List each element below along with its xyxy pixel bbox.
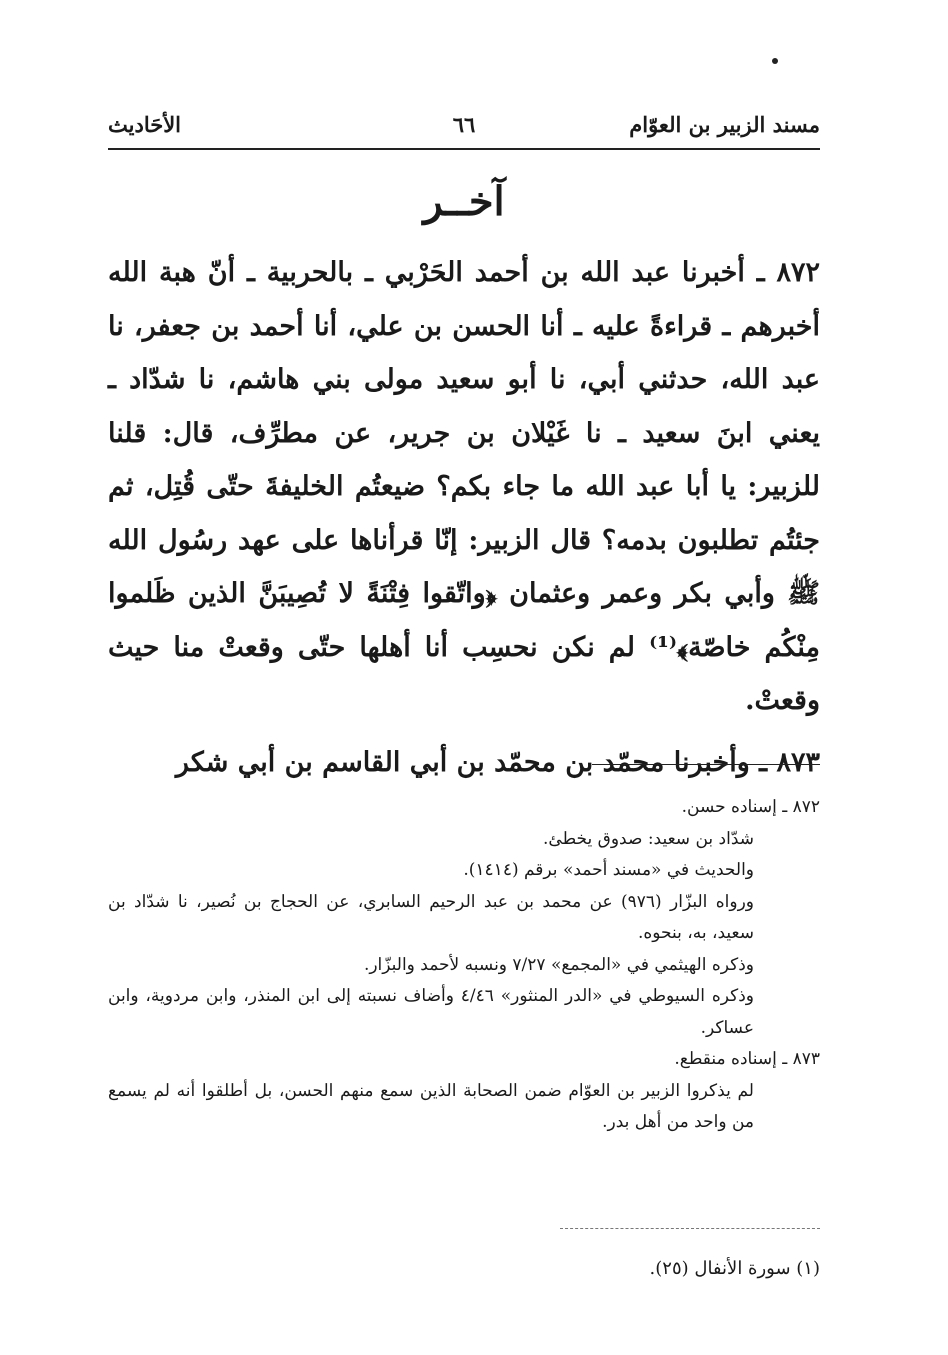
page-number: ٦٦ bbox=[452, 112, 476, 137]
page-mark-dot bbox=[772, 58, 778, 64]
notes-separator bbox=[592, 764, 820, 765]
note-line: والحديث في «مسند أحمد» برقم (١٤١٤). bbox=[463, 860, 754, 880]
header-rule bbox=[108, 148, 820, 150]
hadith-text: ـ أخبرنا عبد الله بن أحمد الحَرْبي ـ بالحربية ـ أنّ هبة الله أخبرهم ـ قراءةً عليه ـ أنا الحسن بن علي، أنا أحمد بن جعفر، نا عبد الله، حدثني أبي، نا أبو سعيد مولى بني هاشم، نا شدّاد ـ يعني ابنَ سعيد ـ نا غَيْلان بن جرير، عن مطرِّف، قال: قلنا للزبير: يا أبا عبد الله ما جاء بكم؟ ضيعتُم الخليفةَ حتّى قُتِل، ثم جئتُم تطلبون بدمه؟ قال الزبير: إنّا قرأناها على عهد رسُول الله ﷺ وأبي بكر وعمر وعثمان ﴿واتّقوا فِتْنَةً لا تُصِيبَنَّ الذين ظَلموا مِنْكُم خاصّة﴾⁽¹⁾ لم نكن نحسِب أنا أهلها حتّى وقعتْ منا حيث وقعتْ. bbox=[108, 257, 820, 716]
hadith-number: ٨٧٢ bbox=[776, 257, 820, 288]
note-line: ٨٧٢ ـ إسناده حسن. bbox=[681, 797, 820, 817]
main-text bbox=[108, 246, 820, 789]
note-line: شدّاد بن سعيد: صدوق يخطئ. bbox=[543, 828, 754, 849]
note-line: ٨٧٣ ـ إسناده منقطع. bbox=[674, 1049, 820, 1069]
section-name: الأحَاديث bbox=[108, 112, 182, 137]
book-title: مسند الزبير بن العوّام bbox=[629, 112, 820, 137]
note-line: وذكره السيوطي في «الدر المنثور» ٤/٤٦ وأضاف نسبته إلى ابن المنذر، وابن مردوية، وابن عساكر. bbox=[108, 986, 754, 1038]
footnote-separator bbox=[560, 1228, 820, 1229]
hadith-872 bbox=[108, 246, 820, 728]
hadith-number: ٨٧٣ bbox=[776, 746, 820, 778]
running-header bbox=[108, 112, 820, 148]
commentary-notes bbox=[108, 792, 820, 1139]
note-line: ورواه البزّار (٩٧٦) عن محمد بن عبد الرحيم السابري، عن الحجاج بن نُصير، نا شدّاد بن سعيد، به، بنحوه. bbox=[108, 891, 754, 943]
note-line: لم يذكروا الزبير بن العوّام ضمن الصحابة الذين سمع منهم الحسن، بل أطلقوا أنه لم يسمع من واحد من أهل بدر. bbox=[108, 1080, 754, 1132]
footnote: (١) سورة الأنفال (٢٥). bbox=[649, 1258, 820, 1279]
hadith-873 bbox=[108, 736, 820, 790]
note-line: وذكره الهيثمي في «المجمع» ٧/٢٧ ونسبه لأحمد والبزّار. bbox=[363, 954, 754, 975]
hadith-text: ـ وأخبرنا محمّد بن محمّد بن أبي القاسم بن أبي شكر bbox=[175, 746, 768, 778]
section-title: آخــر bbox=[423, 178, 505, 225]
